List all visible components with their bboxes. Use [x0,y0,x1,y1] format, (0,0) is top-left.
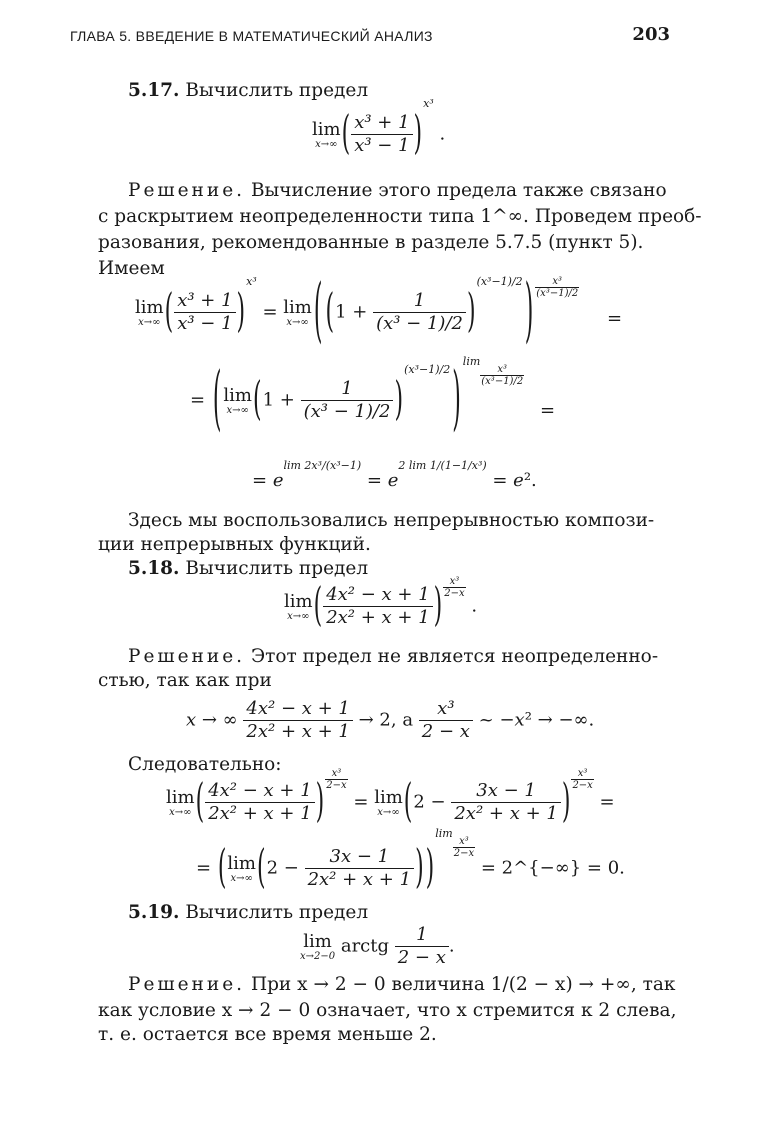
formula-5-18-rel: x → ∞ $\frac{\text{4x² − x + 1}}{\text{2x² + x + 1}}$ → 2, а $\frac{\text{x³}}{2 - x}$ ~ −x² → −∞. [186,698,595,742]
formula-5-19: lim x→2−0 arctg $\frac{1}{2 - x}$ . [300,924,455,968]
solution-5-17-line1: Решение. Вычисление этого предела также связано [128,180,667,201]
page-number: 203 [632,24,670,45]
problem-5-18-statement: 5.18. Вычислить предел [128,558,369,579]
formula-5-18: lim x→∞ ( $\frac{\text{4x² − x + 1}}{\text{2x² + x + 1}}$ ) $\frac{\text{x³}}{2-x}$ . [284,575,478,633]
formula-5-17-step1: lim x→∞ ( $\frac{\text{x³ + 1}}{\text{x³ − 1}}$ )x³ = lim x→∞ ( (1 + $\frac{1}{\text{(x³ − 1)/2}}$ )(x³−1)/2) $\frac{\text{x³}}{\text{(x³−1)/2}}$ = [135,272,623,353]
solution-5-19-line2: как условие x → 2 − 0 означает, что x стремится к 2 слева, [98,1000,677,1021]
solution-5-18-line1: Решение. Этот предел не является неопределенно- [128,646,659,667]
solution-5-17-line4: Имеем [98,258,165,279]
solution-5-19-line1: Решение. При x → 2 − 0 величина 1/(2 − x) → +∞, так [128,974,676,995]
formula-5-17-result: = elim 2x³/(x³−1) = e2 lim 1/(1−1/x³) = e². [252,459,537,491]
page-header [70,26,670,50]
problem-5-17-statement: 5.17. Вычислить предел [128,80,369,101]
solution-5-19-line3: т. е. остается все время меньше 2. [98,1024,437,1045]
formula-5-17: lim x→∞ ( $\frac{\text{x³ + 1}}{\text{x³ − 1}}$ )x³ . [312,97,446,161]
note-5-17-line2: ции непрерывных функций. [98,534,371,555]
problem-5-19-statement: 5.19. Вычислить предел [128,902,369,923]
formula-5-17-step2: = ( lim x→∞ (1 + $\frac{1}{\text{(x³ − 1)/2}}$ )(x³−1)/2) lim $\frac{\text{x³}}{\text{(x³−1)/2}}$ = [190,355,556,441]
running-head: ГЛАВА 5. ВВЕДЕНИЕ В МАТЕМАТИЧЕСКИЙ АНАЛИЗ [70,28,433,44]
solution-5-18-line2: стью, так как при [98,670,272,691]
note-5-17-line1: Здесь мы воспользовались непрерывностью компози- [128,510,655,531]
solution-5-17-line2: с раскрытием неопределенности типа 1^∞. Проведем преоб- [98,206,702,227]
solution-5-18-therefore: Следовательно: [128,754,282,775]
formula-5-18-result: = ( lim x→∞ (2 − $\frac{3x - 1}{\text{2x² + x + 1}}$ ))lim $\frac{\text{x³}}{2-x}$ = 2^{−∞} = 0. [196,827,625,895]
solution-5-17-line3: разования, рекомендованные в разделе 5.7.5 (пункт 5). [98,232,644,253]
formula-5-18-step1: lim x→∞ ( $\frac{\text{4x² − x + 1}}{\text{2x² + x + 1}}$ ) $\frac{\text{x³}}{2-x}$ = lim x→∞ (2 − $\frac{3x - 1}{\text{2x² + x + 1}}$ ) $\frac{\text{x³}}{2-x}$ = [166,767,615,829]
